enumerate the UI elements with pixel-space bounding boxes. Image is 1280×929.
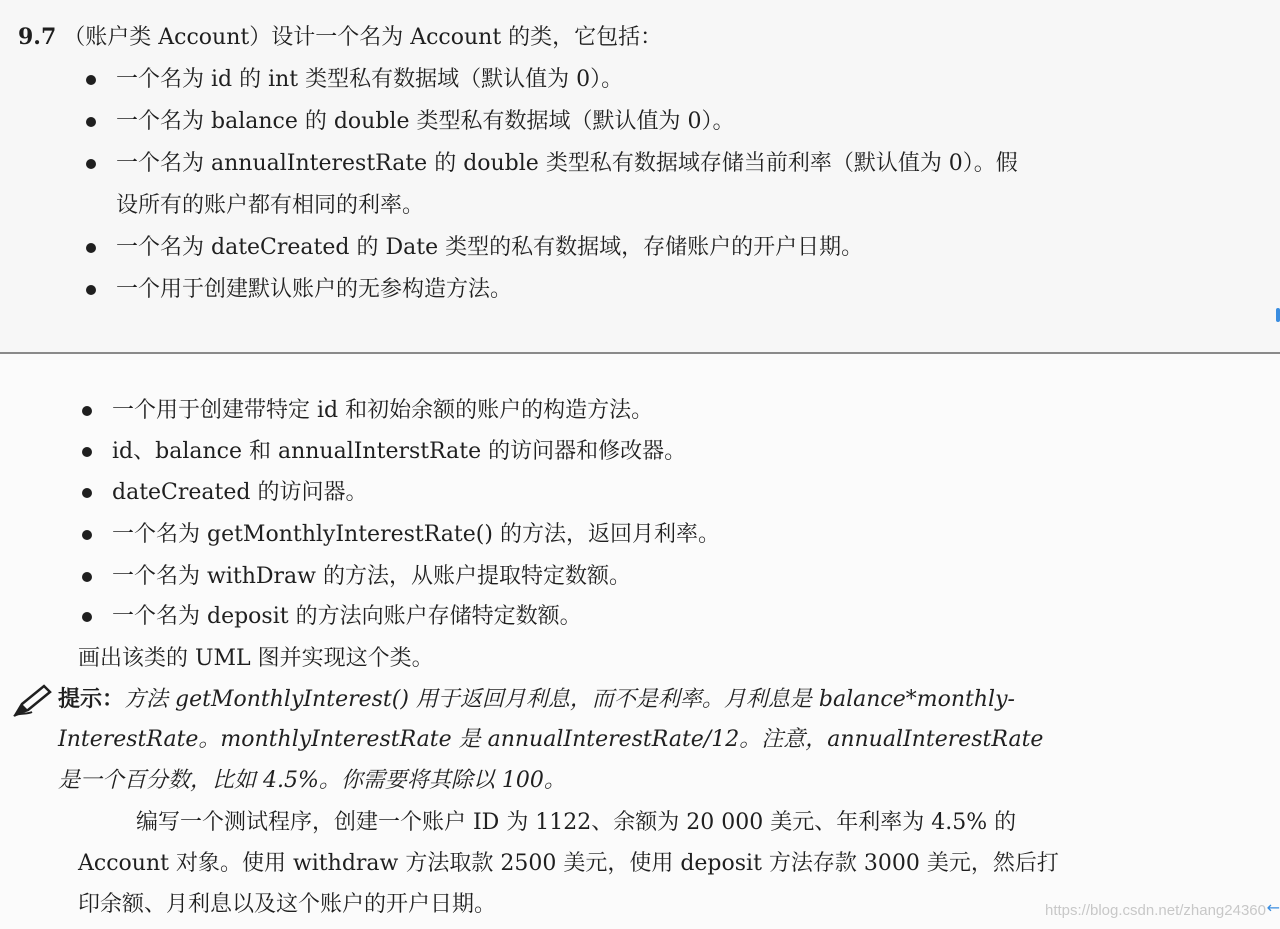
bullet-icon: [82, 447, 92, 457]
bullet-icon: [86, 117, 96, 127]
hint-label: 提示：: [58, 686, 125, 712]
list-item: 一个用于创建带特定 id 和初始余额的账户的构造方法。: [112, 398, 654, 423]
bullet-icon: [86, 243, 96, 253]
hint-line-3: 是一个百分数，比如 4.5%。你需要将其除以 100。: [58, 768, 566, 793]
list-item: 一个名为 getMonthlyInterestRate() 的方法，返回月利率。: [112, 522, 720, 547]
list-item: 一个名为 deposit 的方法向账户存储特定数额。: [112, 604, 582, 629]
pencil-icon: [12, 684, 54, 718]
list-item: 一个名为 withDraw 的方法，从账户提取特定数额。: [112, 564, 631, 589]
instruction-text: 画出该类的 UML 图并实现这个类。: [78, 646, 434, 671]
list-item-continuation: 设所有的账户都有相同的利率。: [116, 193, 425, 218]
exercise-heading: [18, 22, 662, 53]
bullet-icon: [82, 572, 92, 582]
task-line-1: 编写一个测试程序，创建一个账户 ID 为 1122、余额为 20 000 美元、年利率为 4.5% 的: [136, 810, 1017, 835]
list-item: 一个用于创建默认账户的无参构造方法。: [116, 277, 513, 302]
list-item: 一个名为 dateCreated 的 Date 类型的私有数据域，存储账户的开户日期。: [116, 235, 864, 260]
exercise-title: （账户类 Account）设计一个名为 Account 的类，它包括：: [63, 25, 663, 50]
list-item: 一个名为 id 的 int 类型私有数据域（默认值为 0）。: [116, 67, 624, 92]
task-line-3: 印余额、月利息以及这个账户的开户日期。: [78, 892, 497, 917]
edge-marker: [1276, 308, 1280, 322]
bullet-icon: [82, 612, 92, 622]
exercise-number: 9.7: [18, 24, 57, 50]
list-item: dateCreated 的访问器。: [112, 480, 368, 505]
bullet-icon: [86, 159, 96, 169]
bullet-icon: [82, 488, 92, 498]
list-item: 一个名为 balance 的 double 类型私有数据域（默认值为 0）。: [116, 109, 735, 134]
bullet-icon: [86, 285, 96, 295]
list-item: id、balance 和 annualInterstRate 的访问器和修改器。: [112, 439, 687, 464]
list-item: 一个名为 annualInterestRate 的 double 类型私有数据域存储当前利率（默认值为 0）。假: [116, 151, 1018, 176]
bullet-icon: [86, 75, 96, 85]
hint-line-1: [58, 684, 1015, 715]
hint-line-2: InterestRate。monthlyInterestRate 是 annualInterestRate/12。注意，annualInterestRate: [58, 727, 1044, 752]
task-line-2: Account 对象。使用 withdraw 方法取款 2500 美元，使用 deposit 方法存款 3000 美元，然后打: [78, 851, 1059, 876]
arrow-left-icon[interactable]: ←: [1266, 898, 1280, 917]
watermark: https://blog.csdn.net/zhang24360: [1044, 902, 1266, 919]
bullet-icon: [82, 530, 92, 540]
hint-text: 方法 getMonthlyInterest() 用于返回月利息，而不是利率。月利息是 balance*monthly-: [124, 687, 1015, 712]
bullet-icon: [82, 406, 92, 416]
